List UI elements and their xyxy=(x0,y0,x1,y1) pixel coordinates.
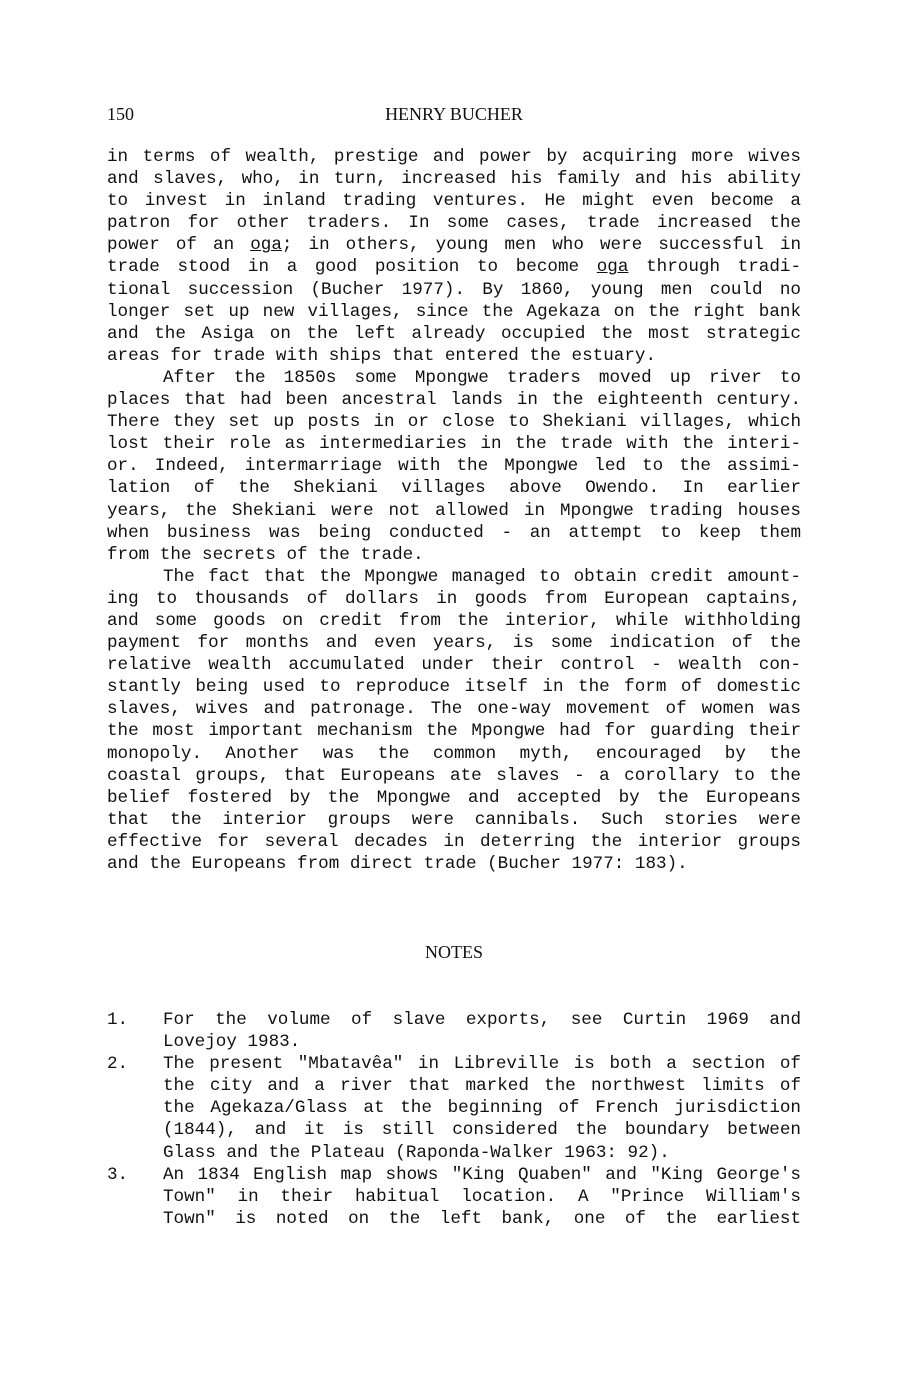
note-item xyxy=(107,1164,801,1230)
text-line: places that had been ancestral lands in the eighteenth century. xyxy=(107,390,801,411)
note-number: 1. xyxy=(107,1010,129,1030)
text-line: the city and a river that marked the northwest limits of xyxy=(163,1076,801,1097)
text-line: effective for several decades in deterring the interior groups xyxy=(107,831,801,852)
page-header xyxy=(107,104,801,126)
paragraph xyxy=(107,566,801,875)
text-line: patron for other traders. In some cases, trade increased the xyxy=(107,213,801,234)
note-number: 3. xyxy=(107,1164,129,1185)
text-line: when business was being conducted - an attempt to keep them xyxy=(107,522,801,543)
underlined-term: oga xyxy=(596,257,629,278)
text-line: After the 1850s some Mpongwe traders moved up river to xyxy=(163,367,801,388)
text-line xyxy=(107,234,801,256)
text-line: lost their role as intermediaries in the trade with the interi- xyxy=(107,434,801,455)
paragraph xyxy=(107,367,801,566)
text-line: Town" is noted on the left bank, one of the earliest xyxy=(163,1208,801,1229)
text-line: ing to thousands of dollars in goods from European captains, xyxy=(107,588,801,609)
text-line: years, the Shekiani were not allowed in Mpongwe trading houses xyxy=(107,500,801,521)
text-line: the Agekaza/Glass at the beginning of French jurisdiction xyxy=(163,1098,801,1119)
running-head: HENRY BUCHER xyxy=(385,104,523,124)
text-line: and some goods on credit from the interior, while withholding xyxy=(107,610,801,631)
note-number: 2. xyxy=(107,1054,129,1075)
text-line: An 1834 English map shows "King Quaben" and "King George's xyxy=(163,1164,801,1185)
text-line: and the Asiga on the left already occupied the most strategic xyxy=(107,323,801,344)
text-line: and slaves, who, in turn, increased his family and his ability xyxy=(107,169,801,190)
text-span: ; in others, young men who were successful in xyxy=(281,235,801,256)
text-line: The present "Mbatavêa" in Libreville is both a section of xyxy=(163,1054,801,1075)
text-line: lation of the Shekiani villages above Owendo. In earlier xyxy=(107,478,801,499)
paragraph xyxy=(107,146,801,367)
note-item xyxy=(107,1053,801,1163)
text-line: the most important mechanism the Mpongwe had for guarding their xyxy=(107,721,801,742)
text-span: a good position to become xyxy=(269,257,580,278)
notes-list xyxy=(107,1009,801,1230)
text-line: For the volume of slave exports, see Curtin 1969 and xyxy=(163,1010,801,1030)
text-span: trade stood xyxy=(107,257,231,278)
text-line: Glass and the Plateau (Raponda-Walker 1963: 92). xyxy=(163,1142,670,1163)
text-line: or. Indeed, intermarriage with the Mpongwe led to the assimi- xyxy=(107,456,801,477)
body-text xyxy=(107,146,801,875)
text-line: belief fostered by the Mpongwe and accepted by the Europeans xyxy=(107,787,801,808)
text-line: coastal groups, that Europeans ate slaves - a corollary to the xyxy=(107,765,801,786)
text-line: that the interior groups were cannibals. Such stories were xyxy=(107,809,801,830)
text-line: areas for trade with ships that entered the estuary. xyxy=(107,345,657,366)
text-line: to invest in inland trading ventures. He might even become a xyxy=(107,191,801,212)
text-line: relative wealth accumulated under their control - wealth con- xyxy=(107,655,801,676)
text-line: slaves, wives and patronage. The one-way movement of women was xyxy=(107,699,801,720)
text-line: from the secrets of the trade. xyxy=(107,544,424,565)
text-line: and the Europeans from direct trade (Bucher 1977: 183). xyxy=(107,854,688,874)
underlined-term: oga xyxy=(250,235,282,256)
text-line: tional succession (Bucher 1977). By 1860, young men could no xyxy=(107,279,801,300)
text-line: stantly being used to reproduce itself in the form of domestic xyxy=(107,677,801,698)
text-line: Lovejoy 1983. xyxy=(163,1032,301,1053)
note-item xyxy=(107,1009,801,1053)
note-text xyxy=(163,1009,801,1053)
page-number: 150 xyxy=(107,104,134,124)
text-line xyxy=(107,256,801,278)
text-span: through tradi- xyxy=(628,257,802,278)
text-line: (1844), and it is still considered the boundary between xyxy=(163,1120,801,1141)
text-span: in xyxy=(247,257,270,278)
text-line: monopoly. Another was the common myth, encouraged by the xyxy=(107,743,801,764)
text-line: The fact that the Mpongwe managed to obtain credit amount- xyxy=(163,566,801,587)
text-line: Town" in their habitual location. A "Prince William's xyxy=(163,1186,801,1207)
text-line: in terms of wealth, prestige and power by acquiring more wives xyxy=(107,147,801,167)
text-span: power of an xyxy=(107,235,235,256)
note-text xyxy=(163,1164,801,1230)
note-text xyxy=(163,1053,801,1163)
text-line: There they set up posts in or close to Shekiani villages, which xyxy=(107,412,801,433)
text-line: longer set up new villages, since the Agekaza on the right bank xyxy=(107,301,801,322)
notes-heading: NOTES xyxy=(425,942,483,962)
text-line: payment for months and even years, is some indication of the xyxy=(107,633,801,654)
